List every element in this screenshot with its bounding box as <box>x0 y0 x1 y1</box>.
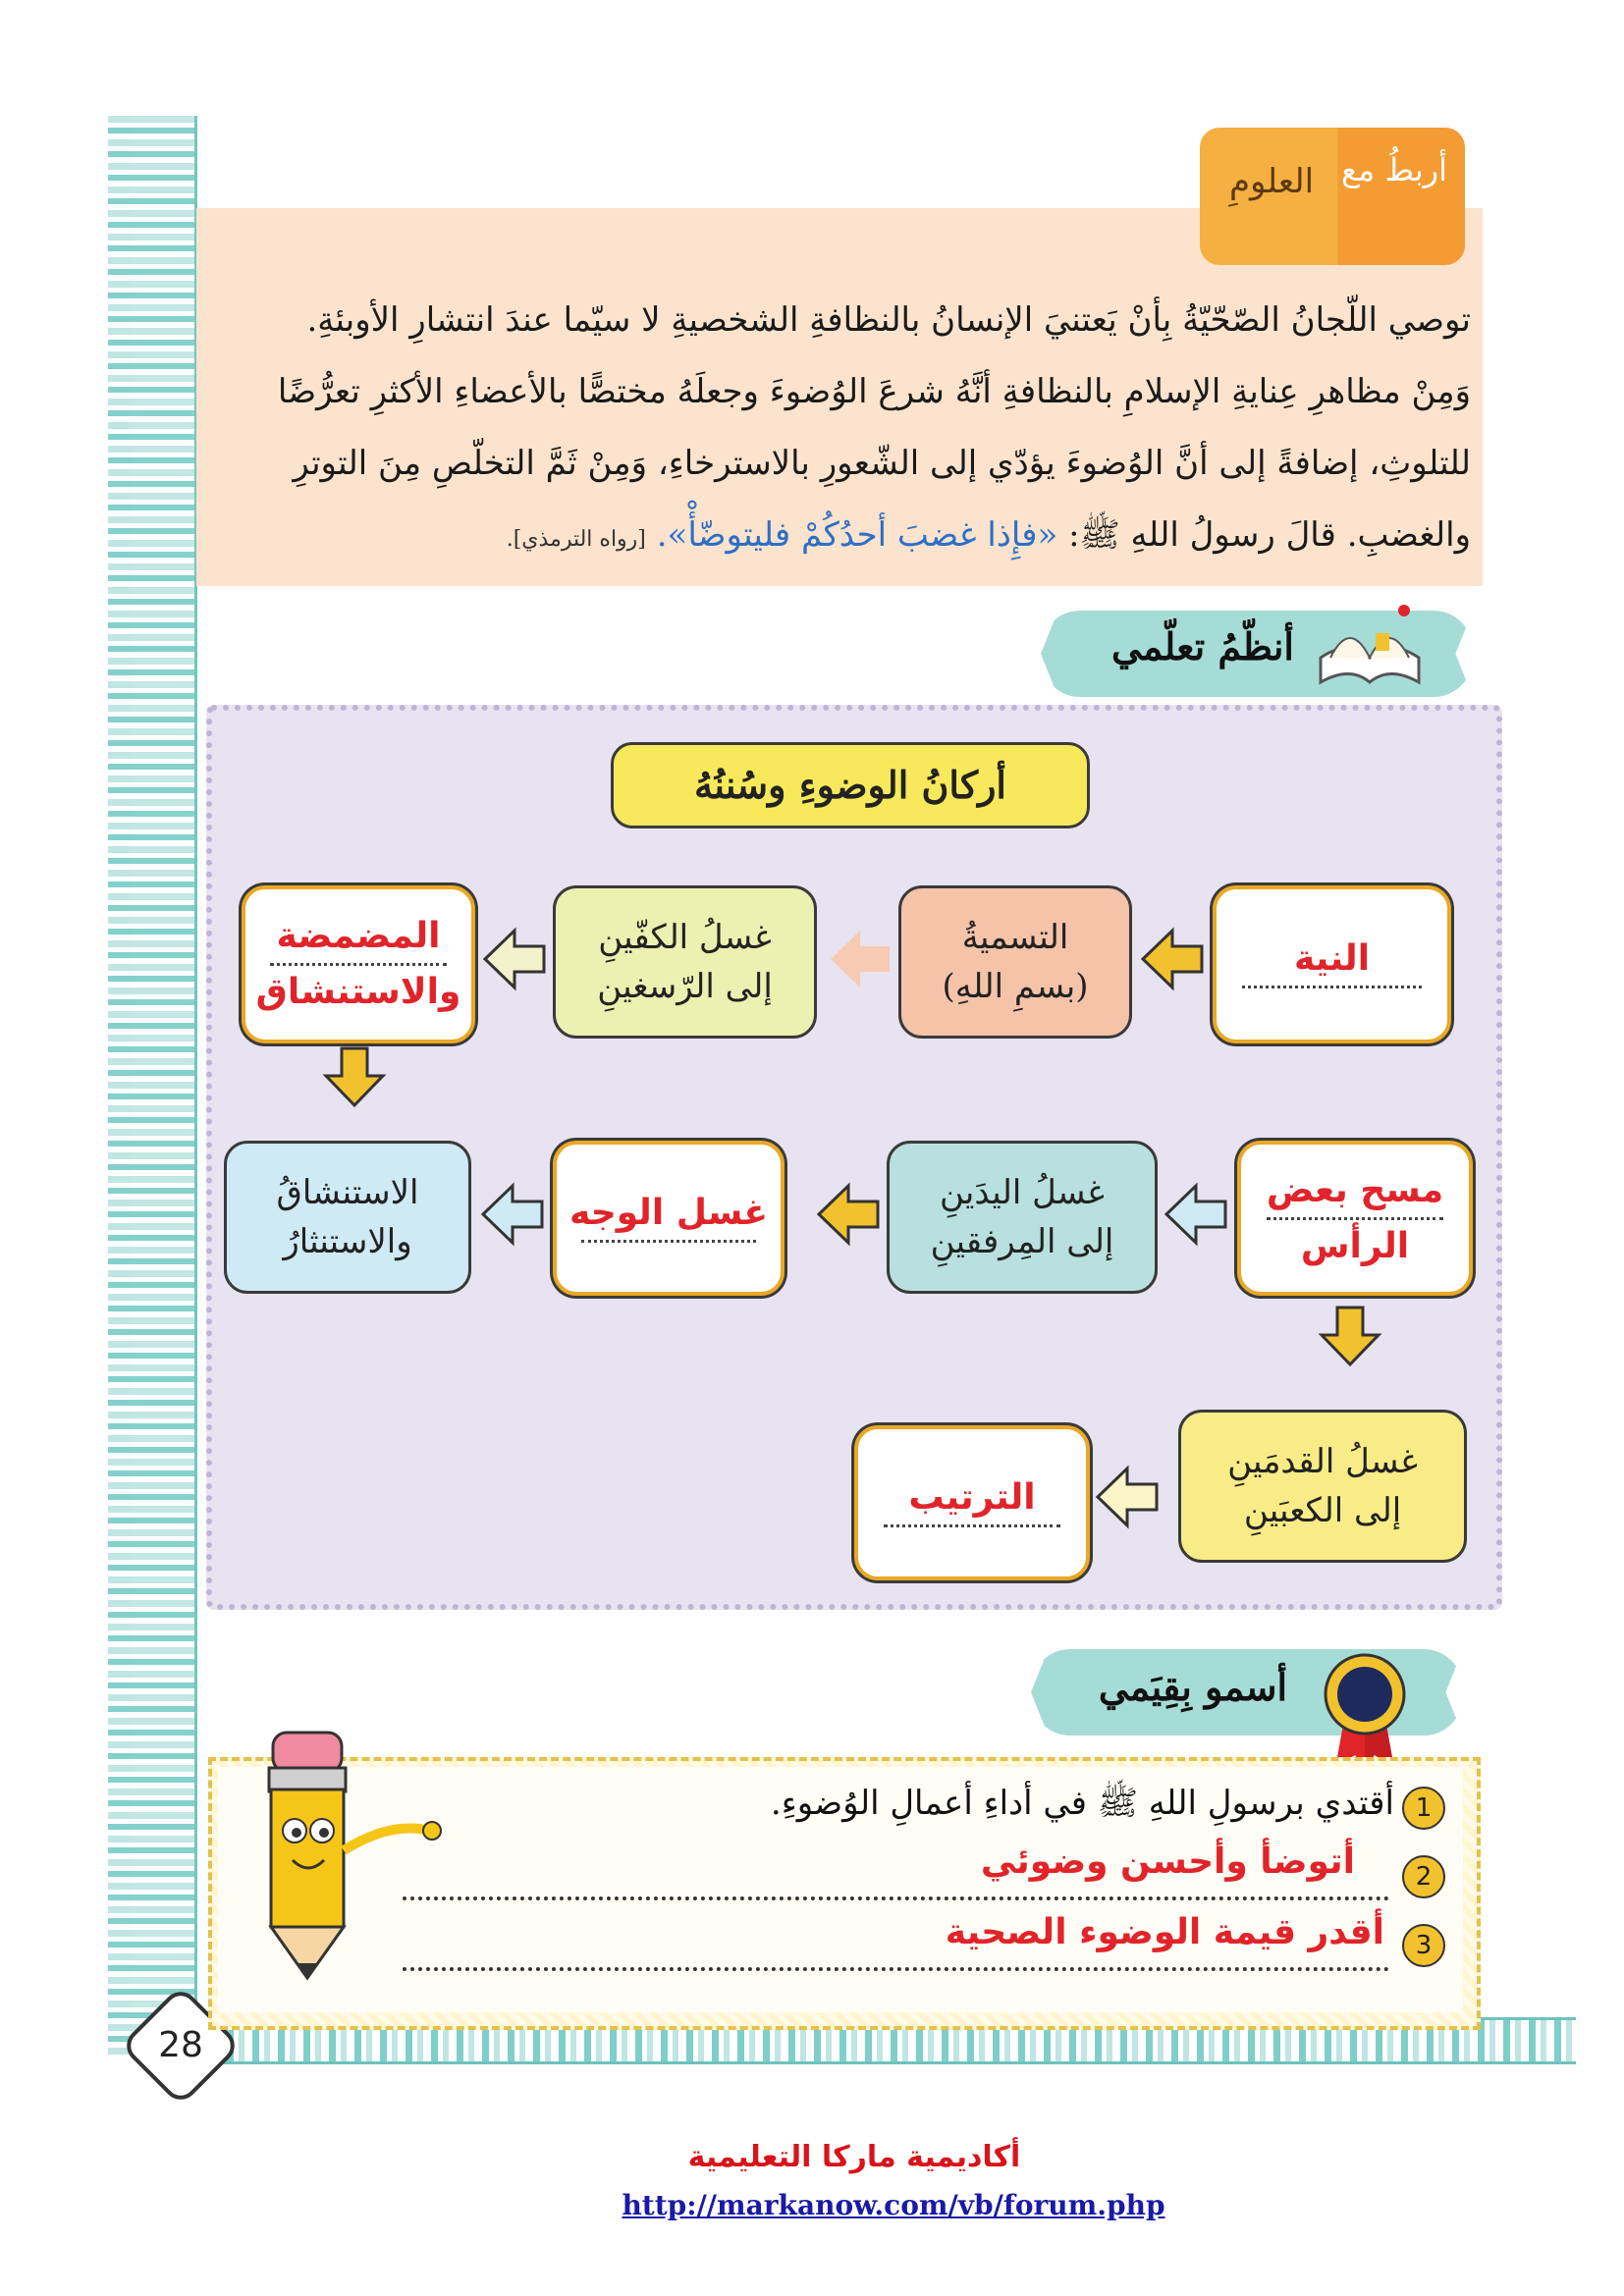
box-tasmiya <box>898 885 1132 1039</box>
arrow-left-icon <box>481 925 548 993</box>
hadith-quote: «فإِذا غضبَ أحدُكُمْ فليتوضّأْ». <box>656 515 1058 555</box>
puzzle-label-science: العلومِ <box>1228 162 1315 201</box>
istinshaq-line-2: والاستنثارُ <box>283 1222 412 1261</box>
box-istinshaq <box>224 1141 471 1294</box>
values-banner-title: أسمو بِقِيَمي <box>1098 1665 1288 1709</box>
arrow-left-icon <box>815 1180 882 1249</box>
answer-madmada-2: والاستنشاق <box>255 972 461 1012</box>
left-greek-key-border <box>108 116 197 2057</box>
pencil-mascot-icon <box>234 1703 450 1988</box>
arrow-down-icon <box>1316 1304 1384 1368</box>
value-number-2: 2 <box>1402 1855 1445 1898</box>
box-yadain <box>887 1141 1158 1294</box>
answer-dots <box>581 1240 756 1243</box>
footer-title: أكاديمية ماركا التعليمية <box>687 2140 1021 2174</box>
value-answer-3: أقدر قيمة الوضوء الصحية <box>945 1912 1384 1952</box>
answer-mash-2: الرأس <box>1300 1225 1410 1266</box>
diagram-title: أركانُ الوضوءِ وسُننُهُ <box>611 742 1090 828</box>
yadain-line-2: إلى المِرفقينِ <box>930 1222 1114 1261</box>
answer-tartib: الترتيب <box>908 1476 1036 1518</box>
page-number: 28 <box>158 2025 203 2065</box>
arrow-left-icon <box>827 925 893 993</box>
award-ribbon-icon <box>1316 1645 1414 1773</box>
science-line-2: وَمِنْ مظاهرِ عِنايةِ الإسلامِ بالنظافةِ أنَّهُ شرعَ الوُضوءَ وجعلَهُ مختصًّا بالأعضاءِ الأكثرِ تعرُّضًا <box>277 372 1471 411</box>
box-kaffain <box>553 885 817 1039</box>
tasmiya-line-2: (بسمِ اللهِ) <box>942 967 1089 1006</box>
box-wajh <box>553 1141 785 1296</box>
answer-wajh: غسل الوجه <box>568 1192 769 1233</box>
kaffain-line-2: إلى الرّسغينِ <box>597 967 773 1006</box>
answer-niyya: النية <box>1293 938 1371 979</box>
arrow-left-icon <box>1094 1463 1161 1531</box>
qadamain-line-2: إلى الكعبَينِ <box>1243 1491 1402 1530</box>
box-tartib <box>854 1425 1090 1580</box>
box-niyya <box>1213 885 1451 1043</box>
yadain-line-1: غسلُ اليدَينِ <box>940 1173 1105 1212</box>
value-number-1: 1 <box>1402 1787 1445 1830</box>
science-paragraph <box>214 285 1471 575</box>
value-number-3: 3 <box>1402 1924 1445 1967</box>
answer-dots <box>884 1524 1061 1527</box>
science-line-3: للتلوثِ، إضافةً إلى أنَّ الوُضوءَ يؤدّي إلى الشّعورِ بالاسترخاءِ، وَمِنْ ثَمَّ التخلّصِ مِنَ التوترِ <box>293 444 1471 483</box>
arrow-left-icon <box>1163 1180 1229 1249</box>
arrow-down-icon <box>320 1044 389 1109</box>
kaffain-line-1: غسلُ الكفّينِ <box>598 918 772 957</box>
answer-dots <box>1267 1217 1444 1220</box>
answer-madmada-1: المضمضة <box>276 916 441 956</box>
value-item-1: أقتدي برسولِ اللهِ ﷺ في أداءِ أعمالِ الوُضوءِ. <box>770 1784 1394 1823</box>
box-mash <box>1237 1141 1473 1296</box>
istinshaq-line-1: الاستنشاقُ <box>276 1173 419 1212</box>
arrow-left-icon <box>1139 925 1206 993</box>
hadith-source: [رواه الترمذي]. <box>506 527 646 552</box>
answer-dots <box>1242 986 1422 988</box>
arrow-left-icon <box>479 1180 546 1249</box>
science-line-1: توصي اللّجانُ الصّحّيّةُ بِأنْ يَعتنيَ الإنسانُ بالنظافةِ الشخصيةِ لا سيّما عندَ انتشارِ الأوبئةِ. <box>306 300 1471 340</box>
book-icon <box>1311 589 1429 697</box>
science-line-4 <box>214 500 1471 575</box>
organize-banner-title: أنظّمُ تعلّمي <box>1111 624 1294 668</box>
qadamain-line-1: غسلُ القدمَينِ <box>1227 1442 1418 1481</box>
box-qadamain <box>1178 1410 1467 1563</box>
tasmiya-line-1: التسميةُ <box>961 918 1069 957</box>
science-line-4-start: والغضبِ. قالَ رسولُ اللهِ ﷺ: <box>1068 515 1471 555</box>
puzzle-label-connect: أربطُ مع <box>1341 151 1447 188</box>
box-madmada <box>242 885 475 1043</box>
answer-dots <box>270 963 446 966</box>
value-answer-2: أتوضأ وأحسن وضوئي <box>980 1842 1355 1882</box>
answer-mash-1: مسح بعض <box>1266 1169 1444 1210</box>
footer-link[interactable]: http://markanow.com/vb/forum.php <box>622 2189 1165 2221</box>
